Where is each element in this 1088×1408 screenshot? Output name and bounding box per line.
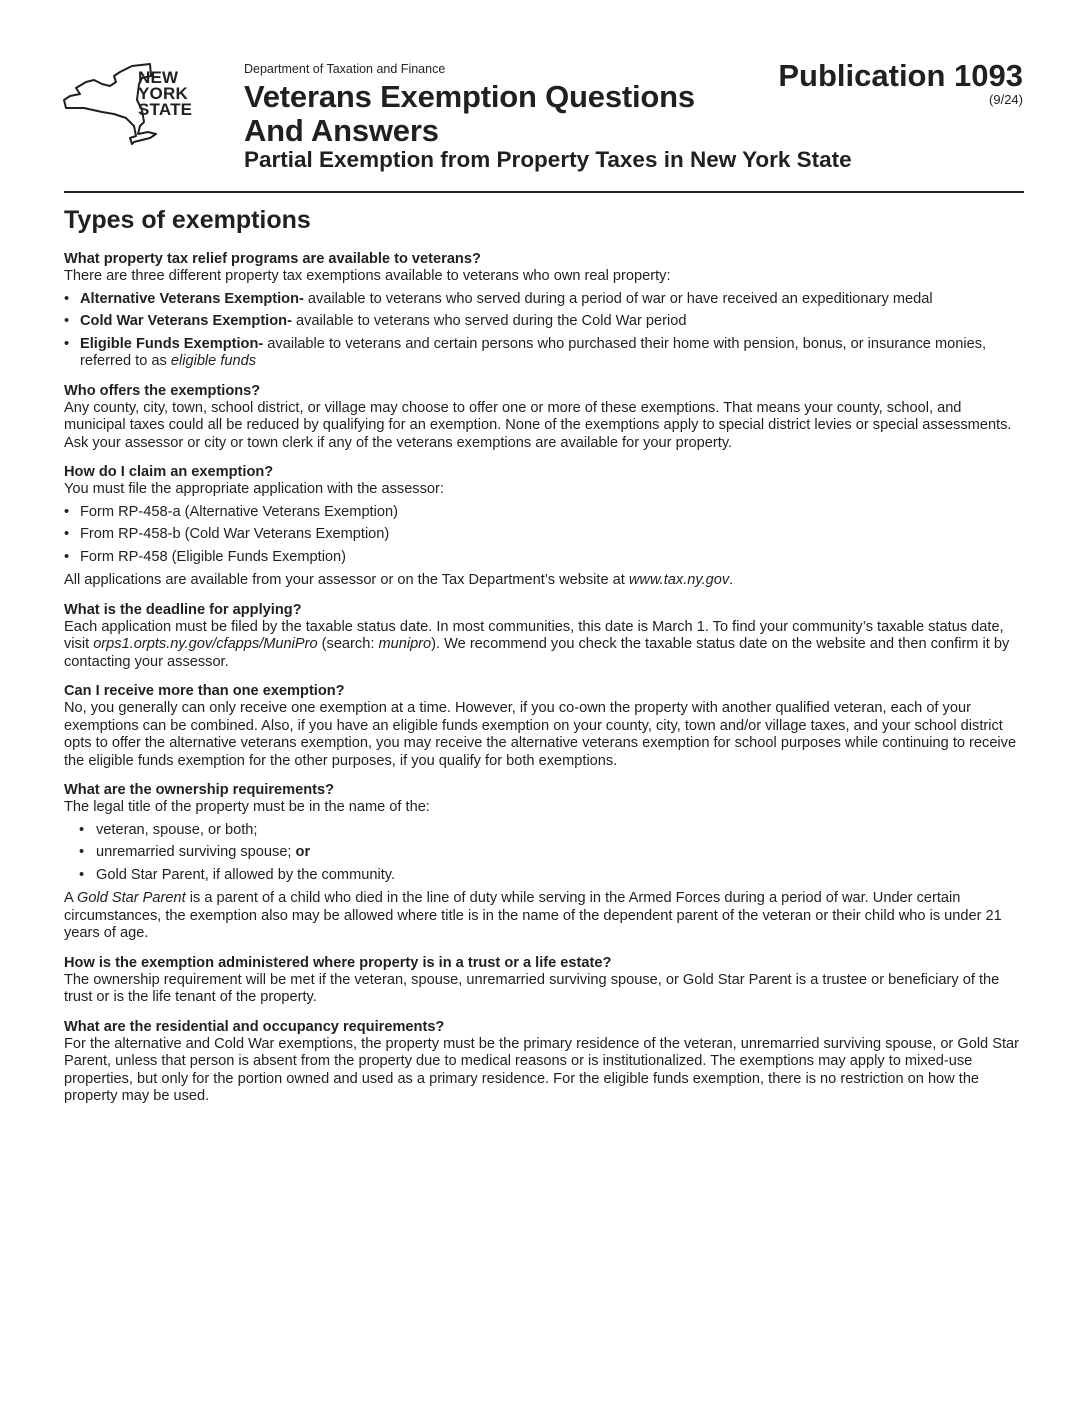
list-item: • From RP-458-b (Cold War Veterans Exemption) [64, 526, 1024, 544]
answer-outro: All applications are available from your assessor or on the Tax Department’s website at www.tax.ny.gov. [64, 572, 734, 588]
list-item: • Eligible Funds Exemption- available to veterans and certain persons who purchased their home with pension, bonus, or insurance monies, referred to as eligible funds [64, 336, 1024, 371]
question: What property tax relief programs are available to veterans? [64, 251, 481, 267]
section-title: Types of exemptions [64, 206, 311, 234]
qa-relief-programs [64, 250, 1024, 371]
publication-date: (9/24) [989, 92, 1023, 107]
munipro-link[interactable]: orps1.orpts.ny.gov/cfapps/MuniPro [93, 636, 318, 652]
nys-logo [62, 60, 202, 150]
exemption-list [64, 291, 1024, 371]
question: What is the deadline for applying? [64, 601, 302, 618]
qa-ownership [64, 781, 1024, 943]
list-item: • Form RP-458 (Eligible Funds Exemption) [64, 549, 1024, 567]
list-item: • Cold War Veterans Exemption- available to veterans who served during the Cold War period [64, 313, 1024, 331]
question: What are the ownership requirements? [64, 782, 335, 798]
question: How is the exemption administered where property is in a trust or a life estate? [64, 954, 612, 971]
qa-who-offers [64, 382, 1024, 453]
question: Who offers the exemptions? [64, 382, 261, 399]
publication-number: Publication 1093 [778, 58, 1023, 93]
answer: No, you generally can only receive one exemption at a time. However, if you co-own the property with another qualified veteran, each of your exemptions can be combined. Also, if you have an eligible funds exemption on your county, city, town and/or village taxes, and your school district opts to offer the alternative veterans exemption, you may receive the alternative veterans exemption for school purposes while continuing to receive the eligible funds exemption for the other purposes, if you qualify for both exemptions. [64, 700, 1017, 769]
answer-intro: You must file the appropriate application with the assessor: [64, 481, 444, 497]
document-title: Veterans Exemption Questions And Answers [244, 79, 695, 148]
qa-trust-life-estate [64, 954, 1024, 1007]
qa-residential-occupancy [64, 1018, 1024, 1106]
forms-list [64, 504, 1024, 567]
list-item: • unremarried surviving spouse; or [64, 844, 1024, 862]
qa-multiple-exemptions [64, 682, 1024, 770]
list-item: • Gold Star Parent, if allowed by the community. [64, 867, 1024, 885]
qa-how-claim [64, 463, 1024, 590]
answer: For the alternative and Cold War exemptions, the property must be the primary residence of the veteran, unremarried surviving spouse, or Gold Star Parent, unless that person is absent from the property due to medical reasons or is institutionalized. The exemptions may apply to mixed-use properties, but only for the portion owned and used as a primary residence. For the eligible funds exemption, there is no restriction on how the property may be used. [64, 1035, 1019, 1104]
question: How do I claim an exemption? [64, 464, 274, 480]
main-content [64, 206, 1024, 1117]
list-item: • veteran, spouse, or both; [64, 822, 1024, 840]
tax-website-link[interactable]: www.tax.ny.gov [628, 572, 730, 588]
answer-outro: A Gold Star Parent is a parent of a child who died in the line of duty while serving in the Armed Forces during a period of war. Under certain circumstances, the exemption also may be allowed where title is in the name of the dependent parent of the veteran or their child who is under 21 years of age. [64, 890, 1002, 941]
answer: Any county, city, town, school district, or village may choose to offer one or more of these exemptions. That means your county, school, and municipal taxes could all be reduced by qualifying for an exemption. None of the exemptions apply to special district levies or special assessments. Ask your assessor or city or town clerk if any of the veterans exemptions are available for your property. [64, 399, 1012, 451]
ownership-list [64, 822, 1024, 885]
question: What are the residential and occupancy requirements? [64, 1018, 445, 1035]
qa-deadline [64, 601, 1024, 672]
header-divider [64, 191, 1024, 193]
logo-text: NEW YORK STATE [138, 68, 193, 119]
department-name: Department of Taxation and Finance [244, 62, 446, 76]
answer: The ownership requirement will be met if the veteran, spouse, unremarried surviving spouse, or Gold Star Parent is a trustee or beneficiary of the trust or is the life tenant of the property. [64, 971, 1000, 1005]
answer: Each application must be filed by the taxable status date. In most communities, this date is March 1. To find your community’s taxable status date, visit orps1.orpts.ny.gov/cfapps/MuniPro (search: munipro). We recommend you check the taxable status date on the website and then confirm it by contacting your assessor. [64, 618, 1010, 670]
list-item: • Form RP-458-a (Alternative Veterans Exemption) [64, 504, 1024, 522]
answer-intro: The legal title of the property must be in the name of the: [64, 799, 430, 815]
answer-intro: There are three different property tax exemptions available to veterans who own real property: [64, 268, 671, 284]
question: Can I receive more than one exemption? [64, 683, 345, 699]
list-item: • Alternative Veterans Exemption- available to veterans who served during a period of war or have received an expeditionary medal [64, 291, 1024, 309]
document-subtitle: Partial Exemption from Property Taxes in New York State [244, 147, 852, 172]
